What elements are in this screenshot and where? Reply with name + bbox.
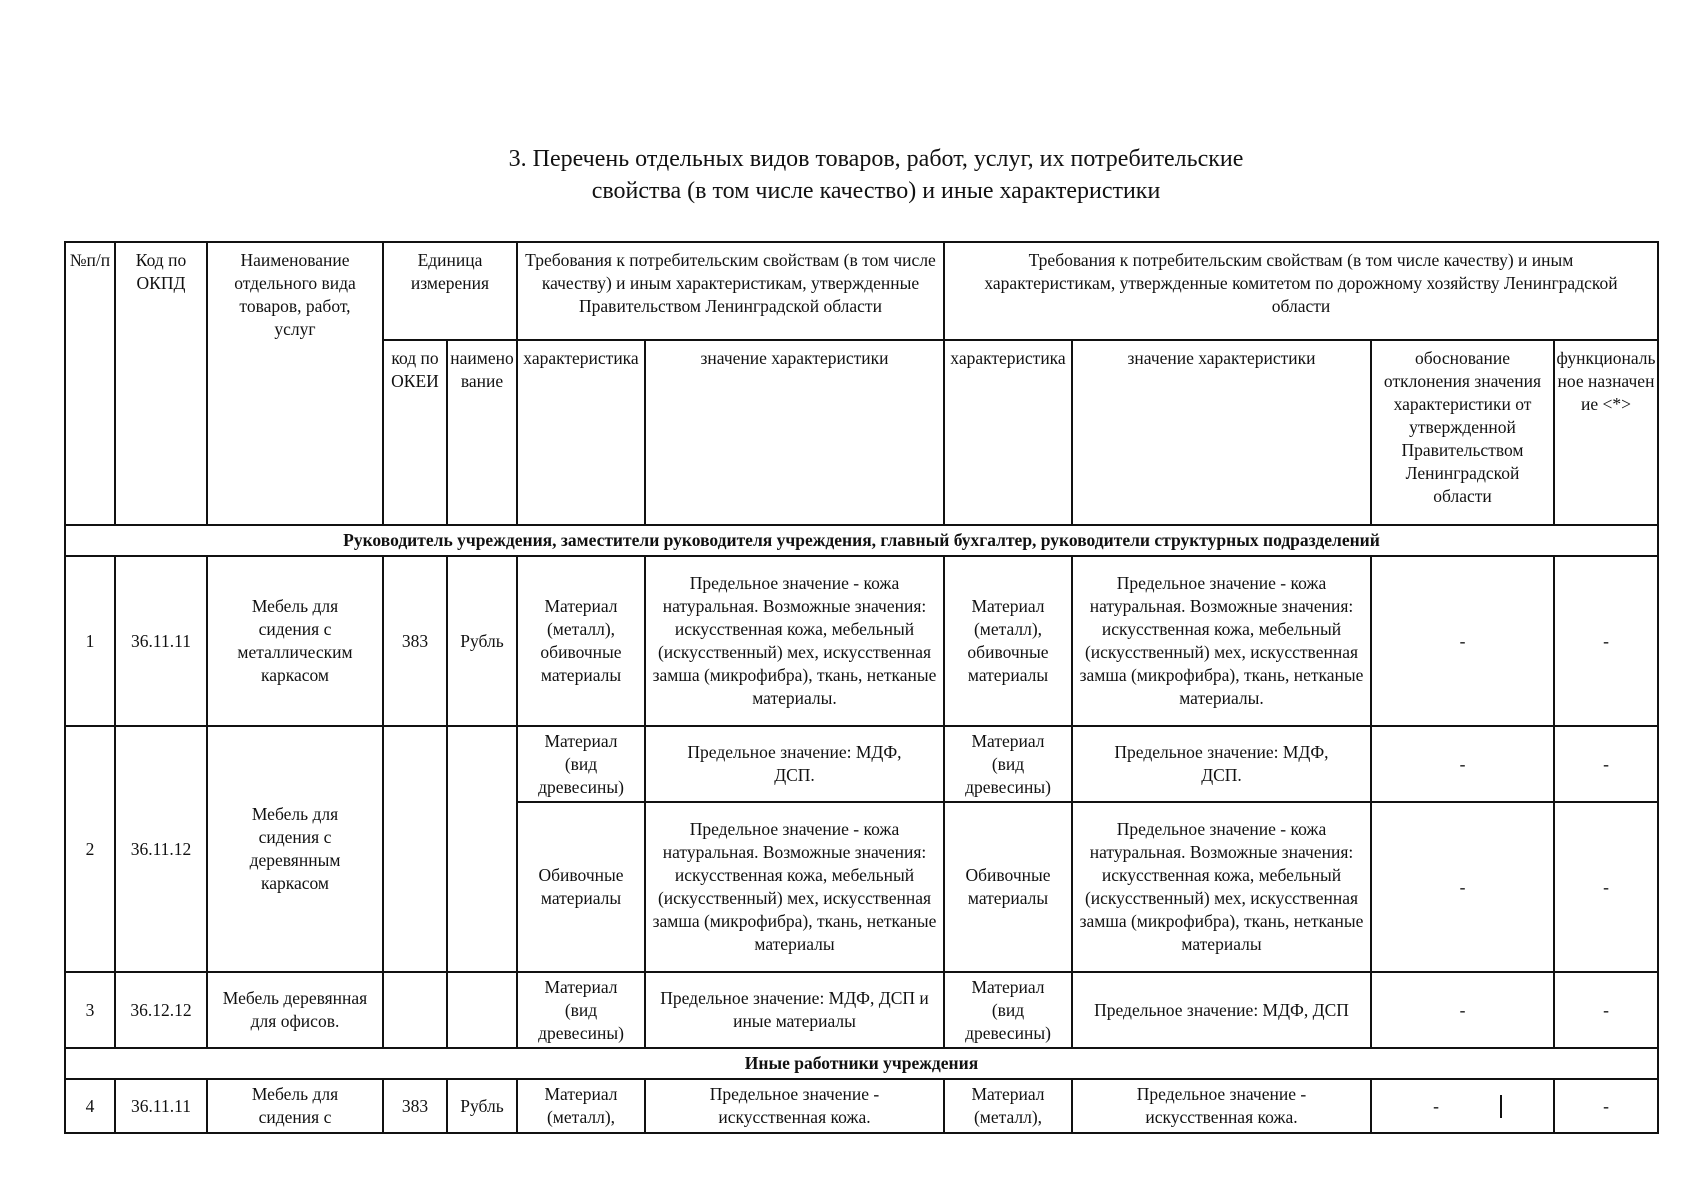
okei-code [383, 972, 447, 1048]
header-justification: обоснование отклонения значения характеристики от утвержденной Правительством Ленинградской области [1371, 340, 1554, 525]
justification-value: - [1371, 802, 1554, 972]
table-row [65, 972, 1658, 1048]
char-value-committee: Предельное значение - кожа натуральная. Возможные значения: искусственная кожа, мебельный (искусственный) мех, искусственная замша (микрофибра), ткань, нетканые материалы [1072, 802, 1371, 972]
table-row [65, 726, 1658, 802]
function-value: - [1554, 556, 1658, 726]
product-name: Мебель для сидения с деревянным каркасом [207, 726, 383, 972]
function-value: - [1554, 802, 1658, 972]
okpd-code: 36.11.11 [115, 556, 207, 726]
characteristic-committee: Обивочные материалы [944, 802, 1072, 972]
justification-value: - [1371, 556, 1554, 726]
justification-value [1371, 1079, 1554, 1133]
header-okpd-code: Код по ОКПД [115, 242, 207, 525]
okpd-code: 36.12.12 [115, 972, 207, 1048]
row-number: 4 [65, 1079, 115, 1133]
justification-empty [1502, 1095, 1553, 1118]
okpd-code: 36.11.11 [115, 1079, 207, 1133]
title-line-1: 3. Перечень отдельных видов товаров, работ, услуг, их потребительские [508, 146, 1244, 172]
row-number: 3 [65, 972, 115, 1048]
okei-code [383, 726, 447, 972]
justification-value: - [1371, 972, 1554, 1048]
header-committee-requirements: Требования к потребительским свойствам (в том числе качеству) и иным характеристикам, утвержденные комитетом по дорожному хозяйству Ленинградской области [944, 242, 1658, 340]
header-characteristic-committee: характеристика [944, 340, 1072, 525]
okei-code: 383 [383, 1079, 447, 1133]
header-characteristic-gov: характеристика [517, 340, 645, 525]
header-function: функциональное назначение <*> [1554, 340, 1658, 525]
okpd-code: 36.11.12 [115, 726, 207, 972]
unit-name: Рубль [447, 556, 517, 726]
char-value-gov: Предельное значение: МДФ, ДСП и иные материалы [645, 972, 944, 1048]
characteristic-gov: Материал (металл), [517, 1079, 645, 1133]
table-row [65, 1079, 1658, 1133]
row-number: 1 [65, 556, 115, 726]
characteristic-gov: Материал (вид древесины) [517, 972, 645, 1048]
header-unit-name: наименование [447, 340, 517, 525]
product-name: Мебель для сидения с [207, 1079, 383, 1133]
header-okei-code: код по ОКЕИ [383, 340, 447, 525]
header-char-value-committee: значение характеристики [1072, 340, 1371, 525]
characteristic-gov: Материал (металл), обивочные материалы [517, 556, 645, 726]
row-number: 2 [65, 726, 115, 972]
char-value-committee: Предельное значение: МДФ, ДСП. [1072, 726, 1371, 802]
header-product-name: Наименование отдельного вида товаров, работ, услуг [207, 242, 383, 525]
table-row [65, 556, 1658, 726]
justification-split [1372, 1095, 1553, 1118]
function-value: - [1554, 1079, 1658, 1133]
justification-value-text: - [1372, 1095, 1502, 1118]
header-gov-requirements: Требования к потребительским свойствам (в том числе качеству) и иным характеристикам, утвержденные Правительством Ленинградской области [517, 242, 944, 340]
title-line-2: свойства (в том числе качество) и иные характеристики [591, 178, 1161, 204]
requirements-table [64, 241, 1659, 1134]
unit-name: Рубль [447, 1079, 517, 1133]
header-num: №п/п [65, 242, 115, 525]
char-value-committee: Предельное значение - кожа натуральная. Возможные значения: искусственная кожа, мебельный (искусственный) мех, искусственная замша (микрофибра), ткань, нетканые материалы. [1072, 556, 1371, 726]
char-value-committee: Предельное значение - искусственная кожа. [1072, 1079, 1371, 1133]
characteristic-committee: Материал (металл), [944, 1079, 1072, 1133]
okei-code: 383 [383, 556, 447, 726]
char-value-gov: Предельное значение - искусственная кожа. [645, 1079, 944, 1133]
characteristic-gov: Материал (вид древесины) [517, 726, 645, 802]
char-value-gov: Предельное значение - кожа натуральная. Возможные значения: искусственная кожа, мебельный (искусственный) мех, искусственная замша (микрофибра), ткань, нетканые материалы [645, 802, 944, 972]
characteristic-gov: Обивочные материалы [517, 802, 645, 972]
product-name: Мебель деревянная для офисов. [207, 972, 383, 1048]
section-heading-management: Руководитель учреждения, заместители руководителя учреждения, главный бухгалтер, руководители структурных подразделений [65, 525, 1658, 556]
char-value-gov: Предельное значение: МДФ, ДСП. [645, 726, 944, 802]
function-value: - [1554, 726, 1658, 802]
char-value-committee: Предельное значение: МДФ, ДСП [1072, 972, 1371, 1048]
header-unit: Единица измерения [383, 242, 517, 340]
product-name: Мебель для сидения с металлическим каркасом [207, 556, 383, 726]
char-value-gov: Предельное значение - кожа натуральная. Возможные значения: искусственная кожа, мебельный (искусственный) мех, искусственная замша (микрофибра), ткань, нетканые материалы. [645, 556, 944, 726]
section-heading-other-staff: Иные работники учреждения [65, 1048, 1658, 1079]
characteristic-committee: Материал (металл), обивочные материалы [944, 556, 1072, 726]
function-value: - [1554, 972, 1658, 1048]
header-char-value-gov: значение характеристики [645, 340, 944, 525]
document-title [0, 143, 1682, 207]
justification-value: - [1371, 726, 1554, 802]
characteristic-committee: Материал (вид древесины) [944, 726, 1072, 802]
characteristic-committee: Материал (вид древесины) [944, 972, 1072, 1048]
unit-name [447, 726, 517, 972]
unit-name [447, 972, 517, 1048]
